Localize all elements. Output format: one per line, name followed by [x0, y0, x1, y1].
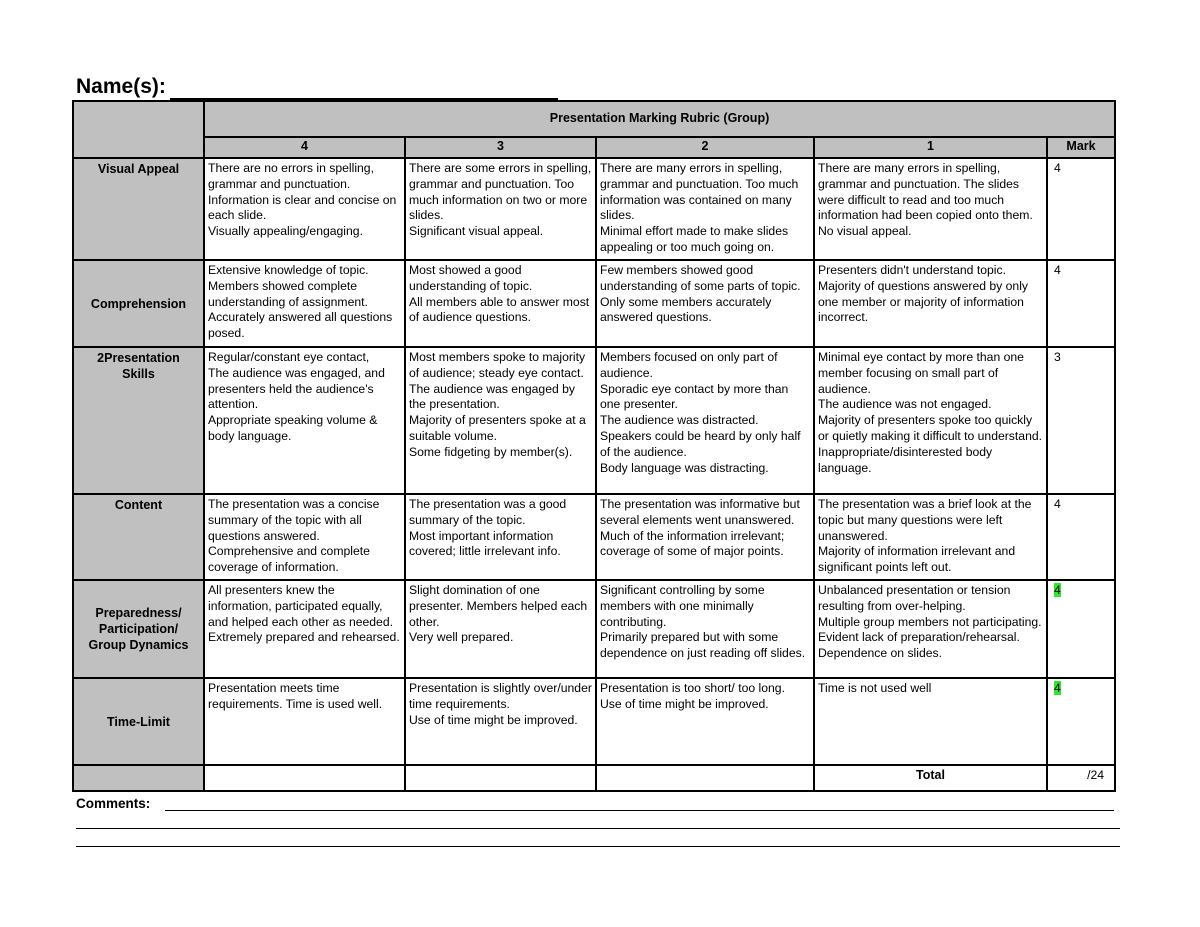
header-corner	[73, 101, 204, 158]
mark-cell[interactable]	[1047, 158, 1115, 260]
rubric-table	[72, 100, 1116, 792]
descriptor-cell: Unbalanced presentation or tension resulting from over-helping. Multiple group members not participating. Evident lack of preparation/rehearsal. Dependence on slides.	[814, 580, 1047, 678]
mark-value: 4	[1054, 263, 1061, 277]
rubric-row	[73, 158, 1115, 260]
descriptor-cell: Minimal eye contact by more than one member focusing on small part of audience. The audience was not engaged. Majority of presenters spoke too quickly or quietly making it difficult to understand. Inappropriate/disinterested body language.	[814, 347, 1047, 494]
names-blank-line[interactable]	[170, 78, 558, 100]
mark-value: 4	[1054, 583, 1061, 597]
mark-header: Mark	[1047, 137, 1115, 158]
descriptor-cell: Presentation is slightly over/under time requirements. Use of time might be improved.	[405, 678, 596, 765]
criterion-cell: Preparedness/ Participation/ Group Dynamics	[73, 580, 204, 678]
total-label: Total	[814, 765, 1047, 791]
comments-line[interactable]	[76, 846, 1120, 847]
total-row-corner	[73, 765, 204, 791]
rubric-row	[73, 580, 1115, 678]
criterion-cell: Content	[73, 494, 204, 580]
descriptor-cell: Presentation is too short/ too long. Use of time might be improved.	[596, 678, 814, 765]
descriptor-cell: Significant controlling by some members with one minimally contributing. Primarily prepared but with some dependence on just reading off slides.	[596, 580, 814, 678]
descriptor-cell: All presenters knew the information, participated equally, and helped each other as needed. Extremely prepared and rehearsed.	[204, 580, 405, 678]
level-header: 4	[204, 137, 405, 158]
descriptor-cell: Time is not used well	[814, 678, 1047, 765]
total-value: /24	[1047, 765, 1115, 791]
rubric-row	[73, 678, 1115, 765]
descriptor-cell: Most members spoke to majority of audience; steady eye contact. The audience was engaged by the presentation. Majority of presenters spoke at a suitable volume. Some fidgeting by member(s).	[405, 347, 596, 494]
rubric-row	[73, 260, 1115, 347]
descriptor-cell: The presentation was a good summary of the topic. Most important information covered; little irrelevant info.	[405, 494, 596, 580]
criterion-cell: 2Presentation Skills	[73, 347, 204, 494]
criterion-cell: Visual Appeal	[73, 158, 204, 260]
mark-cell[interactable]	[1047, 580, 1115, 678]
rubric-title: Presentation Marking Rubric (Group)	[204, 101, 1115, 137]
level-header: 3	[405, 137, 596, 158]
mark-cell[interactable]	[1047, 347, 1115, 494]
descriptor-cell: Regular/constant eye contact, The audience was engaged, and presenters held the audience's attention. Appropriate speaking volume & body language.	[204, 347, 405, 494]
descriptor-cell: There are many errors in spelling, grammar and punctuation. Too much information was contained on many slides. Minimal effort made to make slides appealing or too much going on.	[596, 158, 814, 260]
descriptor-cell: The presentation was a brief look at the topic but many questions were left unanswered. Majority of information irrelevant and significant points left out.	[814, 494, 1047, 580]
descriptor-cell: Slight domination of one presenter. Members helped each other. Very well prepared.	[405, 580, 596, 678]
mark-value: 3	[1054, 350, 1061, 364]
rubric-row	[73, 494, 1115, 580]
descriptor-cell: The presentation was informative but several elements went unanswered. Much of the information irrelevant; coverage of some of major points.	[596, 494, 814, 580]
descriptor-cell: Few members showed good understanding of some parts of topic. Only some members accurately answered questions.	[596, 260, 814, 347]
total-row-empty	[204, 765, 405, 791]
mark-cell[interactable]	[1047, 678, 1115, 765]
descriptor-cell: Extensive knowledge of topic. Members showed complete understanding of assignment. Accurately answered all questions posed.	[204, 260, 405, 347]
mark-cell[interactable]	[1047, 494, 1115, 580]
mark-value: 4	[1054, 497, 1061, 511]
mark-cell[interactable]	[1047, 260, 1115, 347]
mark-value: 4	[1054, 681, 1061, 695]
level-header: 2	[596, 137, 814, 158]
total-row-empty	[405, 765, 596, 791]
descriptor-cell: There are many errors in spelling, grammar and punctuation. The slides were difficult to read and too much information had been copied onto them. No visual appeal.	[814, 158, 1047, 260]
descriptor-cell: Presentation meets time requirements. Time is used well.	[204, 678, 405, 765]
comments-line[interactable]	[165, 810, 1114, 811]
descriptor-cell: Members focused on only part of audience. Sporadic eye contact by more than one presenter. The audience was distracted. Speakers could be heard by only half of the audience. Body language was distracting.	[596, 347, 814, 494]
descriptor-cell: Presenters didn't understand topic. Majority of questions answered by only one member or majority of information incorrect.	[814, 260, 1047, 347]
descriptor-cell: Most showed a good understanding of topic. All members able to answer most of audience questions.	[405, 260, 596, 347]
names-field	[76, 74, 558, 100]
comments-label: Comments:	[76, 796, 151, 811]
total-row-empty	[596, 765, 814, 791]
descriptor-cell: There are some errors in spelling, grammar and punctuation. Too much information on two or more slides. Significant visual appeal.	[405, 158, 596, 260]
descriptor-cell: The presentation was a concise summary of the topic with all questions answered. Comprehensive and complete coverage of information.	[204, 494, 405, 580]
level-header: 1	[814, 137, 1047, 158]
criterion-cell: Time-Limit	[73, 678, 204, 765]
descriptor-cell: There are no errors in spelling, grammar and punctuation. Information is clear and concise on each slide. Visually appealing/engaging.	[204, 158, 405, 260]
names-label: Name(s):	[76, 75, 166, 98]
criterion-cell: Comprehension	[73, 260, 204, 347]
rubric-row	[73, 347, 1115, 494]
comments-line[interactable]	[76, 828, 1120, 829]
mark-value: 4	[1054, 161, 1061, 175]
